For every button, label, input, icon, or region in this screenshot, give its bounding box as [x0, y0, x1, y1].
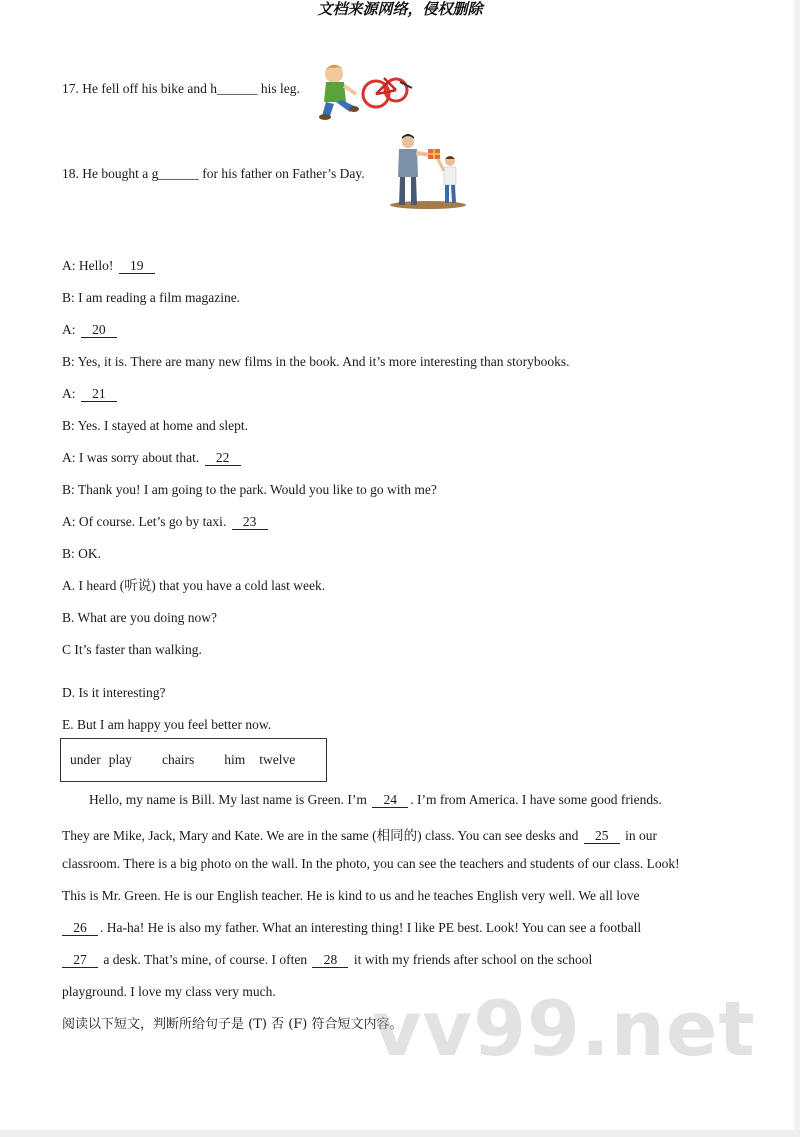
dialogue-line-8: B: Thank you! I am going to the park. Would you like to go with me?: [62, 482, 437, 497]
passage-line-3: classroom. There is a big photo on the wall. In the photo, you can see the teachers and students of our class. Look!: [62, 856, 680, 871]
blank-19: 19: [119, 259, 155, 274]
blank-22: 22: [205, 451, 241, 466]
question-18-text: 18. He bought a g: [62, 166, 159, 181]
fallen-bike-icon: [363, 78, 412, 107]
dialogue-line-10: B: OK.: [62, 546, 102, 561]
option-d: D. Is it interesting?: [62, 685, 166, 700]
boy-sitting-icon: [319, 65, 359, 120]
blank-27: 27: [62, 953, 98, 968]
dialogue-line-9: [62, 513, 270, 531]
option-e: E. But I am happy you feel better now.: [62, 717, 272, 732]
blank-28: 28: [312, 953, 348, 968]
passage-text: Hello, my name is Bill. My last name is Green. I’m: [89, 792, 371, 807]
word-bank-box: [60, 738, 327, 782]
word-bank-item: play: [108, 752, 132, 767]
dialogue-text: A: Of course. Let’s go by taxi.: [62, 514, 230, 529]
passage-line-2: [62, 824, 732, 844]
dialogue-text: A: I was sorry about that.: [62, 450, 203, 465]
blank-24: 24: [372, 793, 408, 808]
dialogue-text: A:: [62, 386, 79, 401]
dialogue-text: A:: [62, 322, 79, 337]
passage-text: in our: [621, 828, 658, 843]
word-bank-item: chairs: [162, 752, 195, 767]
option-b: B. What are you doing now?: [62, 610, 217, 625]
passage-line-4: This is Mr. Green. He is our English teacher. He is kind to us and he teaches English very well. We all love: [62, 888, 640, 903]
gift-box-icon: [428, 149, 440, 159]
question-18: [62, 165, 365, 183]
blank-25: 25: [584, 829, 620, 844]
blank-26: 26: [62, 921, 98, 936]
passage-line-5: [62, 920, 732, 936]
instruction-text: 阅读以下短文，判断所给句子是 (T) 否 (F) 符合短文内容。: [62, 1017, 403, 1032]
gift-giving-illustration: [388, 133, 470, 211]
blank-20: 20: [81, 323, 117, 338]
word-bank-item: twelve: [259, 752, 296, 767]
passage-line-6: [62, 952, 732, 968]
father-figure-icon: [398, 134, 432, 205]
passage-line-1: [89, 792, 759, 808]
dialogue-line-5: [62, 385, 119, 403]
page-edge-bottom: [0, 1130, 800, 1137]
option-a: A. I heard (听说) that you have a cold last week.: [62, 578, 326, 593]
page-edge-right: [794, 0, 800, 1137]
dialogue-line-4: B: Yes, it is. There are many new films in the book. And it’s more interesting than storybooks.: [62, 354, 570, 369]
bike-fall-illustration: [316, 60, 416, 122]
passage-text: a desk. That’s mine, of course. I often: [100, 952, 311, 967]
blank-23: 23: [232, 515, 268, 530]
dialogue-line-1: [62, 257, 157, 275]
passage-text: it with my friends after school on the school: [350, 952, 593, 967]
option-c: C It’s faster than walking.: [62, 642, 202, 657]
dialogue-line-2: B: I am reading a film magazine.: [62, 290, 241, 305]
question-17-text-end: his leg.: [257, 81, 300, 96]
question-17-text: 17. He fell off his bike and h: [62, 81, 217, 96]
blank-21: 21: [81, 387, 117, 402]
passage-text: . Ha-ha! He is also my father. What an interesting thing! I like PE best. Look! You can see a football: [100, 920, 642, 935]
word-bank-item: him: [224, 752, 246, 767]
question-17: [62, 80, 300, 98]
dialogue-line-7: [62, 449, 243, 467]
question-17-blank: ______: [216, 81, 258, 96]
question-18-text-end: for his father on Father’s Day.: [198, 166, 365, 181]
dialogue-text: A: Hello!: [62, 258, 117, 273]
passage-text: . I’m from America. I have some good friends.: [410, 792, 662, 807]
dialogue-line-6: B: Yes. I stayed at home and slept.: [62, 418, 248, 433]
question-18-blank: ______: [158, 166, 199, 181]
page-header: 文档来源网络，侵权删除: [317, 0, 483, 18]
word-bank-item: under: [70, 752, 101, 767]
passage-text: They are Mike, Jack, Mary and Kate. We are in the same (相同的) class. You can see desks and: [62, 828, 582, 843]
dialogue-line-3: [62, 321, 119, 339]
child-figure-icon: [438, 156, 456, 203]
passage-line-7: playground. I love my class very much.: [62, 984, 276, 999]
watermark-logo: vv99.net: [372, 984, 756, 1073]
